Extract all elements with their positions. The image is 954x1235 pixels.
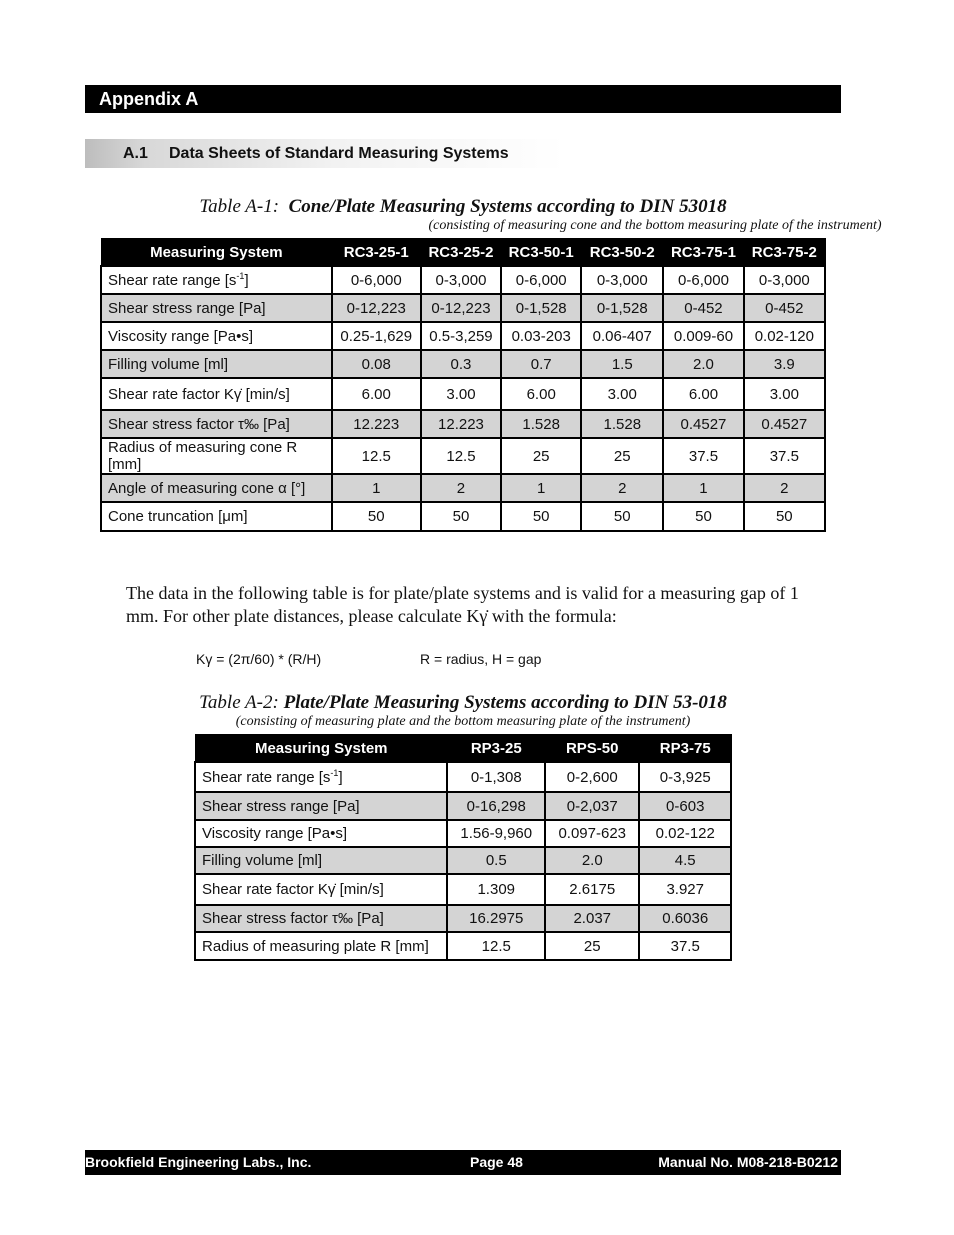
table-cell: 25: [545, 932, 639, 960]
table-cell: 0.02-120: [744, 322, 825, 350]
table-cell: 3.00: [744, 378, 825, 410]
table-cell: 0.06-407: [581, 322, 663, 350]
table-cell: 0.009-60: [663, 322, 743, 350]
row-label: Viscosity range [Pa•s]: [101, 322, 332, 350]
table-row: [195, 905, 731, 932]
table-cell: 0-2,600: [545, 762, 639, 792]
row-label: Shear rate factor Kγ̇ [min/s]: [101, 378, 332, 410]
table-cell: 50: [744, 502, 825, 531]
section-number: A.1: [123, 145, 148, 162]
table-cell: 0-3,000: [744, 266, 825, 294]
row-label: Shear stress range [Pa]: [101, 294, 332, 322]
table-row: [101, 294, 825, 322]
table-cell: 25: [581, 438, 663, 474]
table-cell: 0-1,528: [581, 294, 663, 322]
row-label: Cone truncation [μm]: [101, 502, 332, 531]
table-cell: 50: [663, 502, 743, 531]
table-cell: 0.5: [447, 847, 545, 874]
table-cell: 1: [663, 474, 743, 502]
header-rps-50: RPS-50: [545, 735, 639, 763]
table-cell: 0-6,000: [501, 266, 581, 294]
row-label: Viscosity range [Pa•s]: [195, 820, 447, 847]
row-label: Filling volume [ml]: [195, 847, 447, 874]
table-cell: 2: [581, 474, 663, 502]
table-cell: 12.5: [421, 438, 501, 474]
table-cell: 0.4527: [663, 410, 743, 438]
row-label: Angle of measuring cone α [°]: [101, 474, 332, 502]
section-title: Data Sheets of Standard Measuring Systems: [169, 145, 509, 162]
formula-expression: Kγ = (2π/60) * (R/H): [196, 651, 322, 667]
table-cell: 1.309: [447, 874, 545, 905]
footer-page-number: Page 48: [470, 1154, 523, 1170]
table-cell: 0-16,298: [447, 792, 545, 820]
header-measuring-system: Measuring System: [195, 735, 447, 763]
plate-plate-table: [194, 734, 732, 961]
table-cell: 0-2,037: [545, 792, 639, 820]
table-cell: 25: [501, 438, 581, 474]
header-rc3-75-2: RC3-75-2: [744, 239, 825, 267]
table-cell: 2.0: [545, 847, 639, 874]
row-label: Shear stress range [Pa]: [195, 792, 447, 820]
table-cell: 2.6175: [545, 874, 639, 905]
table-cell: 50: [421, 502, 501, 531]
footer-manual-number: Manual No. M08-218-B0212: [658, 1154, 838, 1170]
table-row: [195, 874, 731, 905]
table-cell: 0.08: [332, 350, 421, 378]
table-cell: 0.097-623: [545, 820, 639, 847]
table-cell: 6.00: [501, 378, 581, 410]
table-cell: 0-452: [663, 294, 743, 322]
table-cell: 50: [501, 502, 581, 531]
header-rc3-75-1: RC3-75-1: [663, 239, 743, 267]
table1-caption: [100, 196, 826, 218]
table2-caption-title: Plate/Plate Measuring Systems according to DIN 53-018: [283, 692, 727, 713]
table-header-row: [101, 239, 825, 267]
table-header-row: [195, 735, 731, 763]
table-cell: 0.25-1,629: [332, 322, 421, 350]
table-cell: 0-6,000: [332, 266, 421, 294]
table-cell: 12.223: [421, 410, 501, 438]
table-cell: 0-12,223: [421, 294, 501, 322]
table-cell: 1: [332, 474, 421, 502]
row-label: Shear stress factor τ‰ [Pa]: [195, 905, 447, 932]
table-cell: 1.528: [581, 410, 663, 438]
table-cell: 3.00: [581, 378, 663, 410]
table1-caption-title: Cone/Plate Measuring Systems according to DIN 53018: [288, 196, 727, 217]
table-row: [101, 474, 825, 502]
row-label: Shear rate range $[s^{-1}]$: [101, 266, 332, 294]
table2-caption: [100, 692, 826, 714]
appendix-header: Appendix A: [85, 85, 841, 113]
table-row: [101, 266, 825, 294]
table-cell: 0.3: [421, 350, 501, 378]
table-cell: 0.02-122: [639, 820, 731, 847]
page-footer: [85, 1150, 841, 1175]
table-cell: 1.528: [501, 410, 581, 438]
table-cell: 6.00: [663, 378, 743, 410]
table-cell: 2: [421, 474, 501, 502]
table-row: [101, 502, 825, 531]
row-label: Filling volume [ml]: [101, 350, 332, 378]
table-row: [195, 820, 731, 847]
row-label: Shear stress factor τ‰ [Pa]: [101, 410, 332, 438]
table-cell: 0-603: [639, 792, 731, 820]
header-rc3-50-2: RC3-50-2: [581, 239, 663, 267]
table-row: [101, 438, 825, 474]
table-cell: 0.6036: [639, 905, 731, 932]
table2-caption-prefix: Table A-2:: [199, 692, 279, 713]
table-cell: 1.5: [581, 350, 663, 378]
table-cell: 37.5: [663, 438, 743, 474]
table-cell: 12.5: [447, 932, 545, 960]
table-cell: 0.03-203: [501, 322, 581, 350]
table-cell: 0.5-3,259: [421, 322, 501, 350]
section-heading: [85, 139, 841, 168]
table1-caption-prefix: Table A-1:: [199, 196, 280, 217]
table-row: [101, 378, 825, 410]
table-cell: 37.5: [639, 932, 731, 960]
table-cell: 1.56-9,960: [447, 820, 545, 847]
table-cell: 0-6,000: [663, 266, 743, 294]
table-row: [101, 322, 825, 350]
table-cell: 0-1,308: [447, 762, 545, 792]
table1-subcaption: (consisting of measuring cone and the bottom measuring plate of the instrument): [428, 218, 882, 233]
table-cell: 6.00: [332, 378, 421, 410]
table-cell: 3.9: [744, 350, 825, 378]
header-measuring-system: Measuring System: [101, 239, 332, 267]
table-cell: 0-12,223: [332, 294, 421, 322]
body-paragraph: The data in the following table is for plate/plate systems and is valid for a measuring gap of 1 mm. For other plate distances, please calculate Kγ̇ with the formula:: [126, 583, 799, 626]
table-cell: 50: [332, 502, 421, 531]
header-rp3-75: RP3-75: [639, 735, 731, 763]
table-cell: 4.5: [639, 847, 731, 874]
formula-note: R = radius, H = gap: [420, 651, 542, 667]
table-cell: 0-1,528: [501, 294, 581, 322]
header-rc3-25-2: RC3-25-2: [421, 239, 501, 267]
header-rp3-25: RP3-25: [447, 735, 545, 763]
table-row: [195, 762, 731, 792]
table-cell: 0-452: [744, 294, 825, 322]
table-cell: 0-3,000: [421, 266, 501, 294]
row-label: Radius of measuring cone R [mm]: [101, 438, 332, 474]
row-label: Shear rate factor Kγ̇ [min/s]: [195, 874, 447, 905]
table-row: [195, 932, 731, 960]
table-cell: 50: [581, 502, 663, 531]
table-cell: 12.223: [332, 410, 421, 438]
table-row: [195, 847, 731, 874]
header-rc3-50-1: RC3-50-1: [501, 239, 581, 267]
table-cell: 12.5: [332, 438, 421, 474]
table-row: [101, 410, 825, 438]
table-cell: 1: [501, 474, 581, 502]
table-cell: 3.00: [421, 378, 501, 410]
footer-company: Brookfield Engineering Labs., Inc.: [85, 1154, 312, 1170]
row-label: Shear rate range $[s^{-1}]$: [195, 762, 447, 792]
table-cell: 2.0: [663, 350, 743, 378]
row-label: Radius of measuring plate R [mm]: [195, 932, 447, 960]
table-row: [195, 792, 731, 820]
table-cell: 2.037: [545, 905, 639, 932]
table-cell: 16.2975: [447, 905, 545, 932]
header-rc3-25-1: RC3-25-1: [332, 239, 421, 267]
table-cell: 37.5: [744, 438, 825, 474]
table-cell: 0.7: [501, 350, 581, 378]
table-cell: 2: [744, 474, 825, 502]
table2-subcaption: (consisting of measuring plate and the bottom measuring plate of the instrument): [235, 714, 691, 729]
table-row: [101, 350, 825, 378]
table-cell: 0-3,925: [639, 762, 731, 792]
table-cell: 0.4527: [744, 410, 825, 438]
table-cell: 3.927: [639, 874, 731, 905]
table-cell: 0-3,000: [581, 266, 663, 294]
cone-plate-table: [100, 238, 826, 532]
